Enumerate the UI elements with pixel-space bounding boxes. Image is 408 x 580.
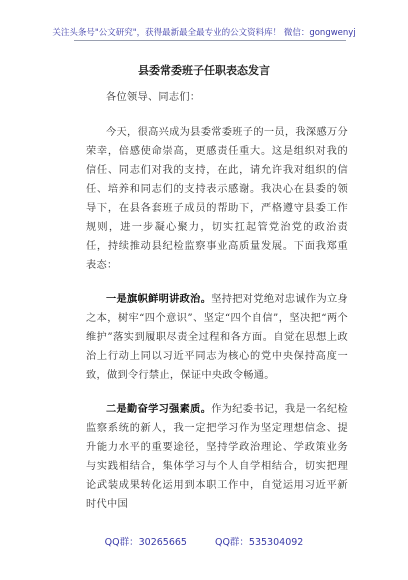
section-2-body: 作为纪委书记，我是一名纪检监察系统的新人，我一定把学习作为坚定理想信念、提升能力水平的重要途径，坚持学政治理论、学政策业务与实践相结合，集体学习与个人自学相结合，切实把理论武装成果转化运用到本职工作中，自觉运用习近平新时代中国 (86, 404, 348, 510)
page-header-promo: 关注头条号"公文研究"，获得最新最全最专业的公文资料库！ 微信：gongwenyj (52, 28, 356, 38)
paragraph-intro: 今天，很高兴成为县委常委班子的一员，我深感万分荣幸，倍感使命崇高，更感责任重大。这是组织对我的信任、同志们对我的支持，在此，请允许我对组织的信任、培养和同志们的支持表示感谢。我决心在县委的领导下，在县各套班子成员的帮助下，严格遵守县委工作规则，进一步凝心聚力，切实扛起管党治党的政治责任，持续推动县纪检监察事业高质量发展。下面我郑重表态： (86, 127, 348, 271)
section-2 (86, 400, 348, 514)
section-1 (86, 290, 348, 385)
document-body (86, 88, 348, 529)
footer-qq-group-1: QQ群：30265665 (104, 537, 187, 548)
section-1-body: 坚持把对党绝对忠诚作为立身之本，树牢“四个意识”、坚定“四个自信”，坚决把“两个维护”落实到履职尽责全过程和各方面。自觉在思想上政治上行动上同以习近平同志为核心的党中央保持高度一致，做到令行禁止，保证中央政令畅通。 (86, 294, 348, 381)
page-footer (0, 534, 408, 548)
section-2-heading: 二是勤奋学习强素质。 (106, 403, 212, 415)
header-divider (74, 40, 346, 41)
document-title: 县委常委班子任职表态发言 (138, 64, 270, 77)
salutation: 各位领导、同志们： (106, 92, 201, 103)
section-1-heading: 一是旗帜鲜明讲政治。 (106, 293, 212, 305)
footer-qq-group-2: QQ群：535304092 (214, 537, 304, 548)
